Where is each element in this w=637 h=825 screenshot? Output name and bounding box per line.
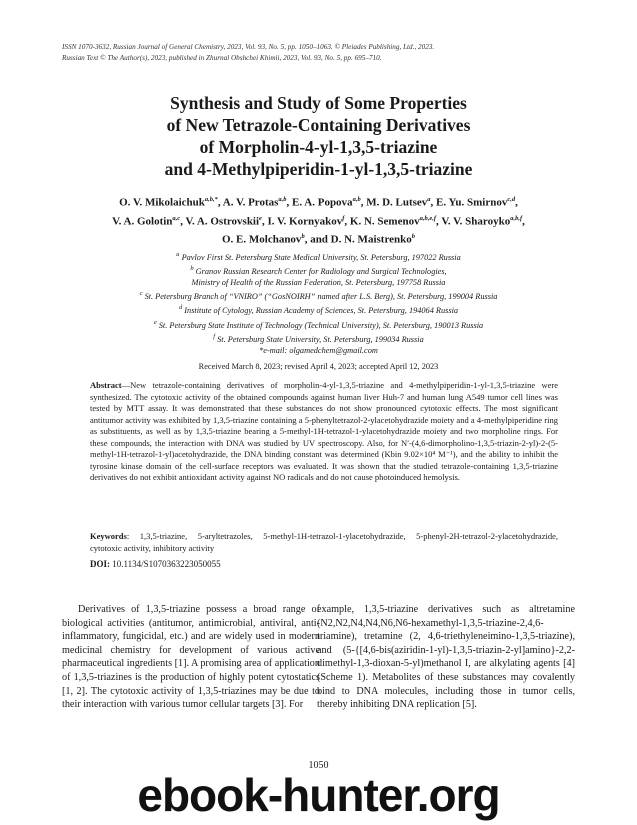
body-column-right: example, 1,3,5-triazine derivatives such as altretamine (N2,N2,N4,N4,N6,N6-hexamethyl-1,3,5-triazine-2,4,6-triamine), tretamine (2, 4,6-triethyleneimino-1,3,5-triazine), and (5-{[4,6-bis(aziridin-1-yl)-1,3,5-triazin-2-yl]amino}-2,2-dimethyl-1,3-dioxan-5-yl)methanol I, are alkylating agents [4] (Scheme 1). Metabolites of these substances may covalently bind to DNA molecules, including those in tumor cells, thereby inhibiting DNA replication [5].: [317, 604, 575, 711]
abstract-text: —New tetrazole-containing derivatives of morpholin-4-yl-1,3,5-triazine and 4-methylpiperidin-1-yl-1,3,5-triazine were synthesized. The cytotoxic activity of the obtained compounds against human liver Huh-7 and human lung A549 tumor cell lines was tested by MTT assay. It was demonstrated that these substances do not show pronounced cytotoxic effects. The most significant antitumor activity was exhibited by 1,3,5-triazine containing a 5-phenyltetrazol-2-ylacetohydrazide moiety and a 4-methylpiperidine ring as substituents, as well as by 1,3,5-triazine bearing a 5-methyl-1H-tetrazol-1-ylacetohydrazide moiety and two morpholine rings. For these compounds, the interaction with DNA was studied by UV spectroscopy. Also, for N′-(4,6-dimorpholino-1,3,5-triazin-2-yl)-2-(5-methyl-1H-tetrazol-1-yl)acetohydrazide, the DNA binding constant was determined (Kbin 9.02×10⁴ M⁻¹), and the ability to inhibit the tyrosine kinase domain of the cell-surface receptors was evaluated. It was shown that the studied tetrazole-containing 1,3,5-triazine derivatives do not exhibit antioxidant activity against NO radicals and do not cause photoinduced hemolysis.: [90, 380, 558, 482]
journal-header-line-2: Russian Text © The Author(s), 2023, published in Zhurnal Obshchei Khimii, 2023, Vol. 93, No. 5, pp. 695–710.: [62, 54, 382, 62]
author-list: O. V. Mikolaichuk$^{a,b,*}$, A. V. Protas$^{a,b}$, E. A. Popova$^{a,b}$, M. D. Lutsev$^a$, E. Yu. Smirnov$^{c,d}$, V. A. Golotin$^{a,c}$, V. A. Ostrovskii$^e$, I. V. Kornyakov$^f$, K. N. Semenov$^{a,b,e,f}$, V. V. Sharoyko$^{a,b,f}$, O. E. Molchanov$^b$, and D. N. Maistrenko$^b$: [112, 196, 525, 246]
affiliation-e: $^e$ St. Petersburg State Institute of Technology (Technical University), St. Petersburg, 190013 Russia: [153, 318, 484, 330]
received-dates: Received March 8, 2023; revised April 4, 2023; accepted April 12, 2023: [198, 362, 439, 371]
abstract: [90, 380, 558, 484]
keywords-text: : 1,3,5-triazine, 5-aryltetrazoles, 5-methyl-1H-tetrazol-1-ylacetohydrazide, 5-phenyl-2H-tetrazol-2-ylacetohydrazide, cytotoxic activity, inhibitory activity: [90, 531, 558, 553]
doi-label: DOI:: [90, 559, 110, 569]
affiliation-b: $^b$ Granov Russian Research Center for Radiology and Surgical Technologies,: [190, 265, 447, 276]
title-line-3: of Morpholin-4-yl-1,3,5-triazine: [199, 137, 438, 157]
watermark: ebook-hunter.org: [137, 769, 500, 821]
affiliation-d: $^d$ Institute of Cytology, Russian Academy of Sciences, St. Petersburg, 194064 Russia: [178, 304, 459, 316]
contact-email: *e-mail: olgamedchem@gmail.com: [259, 345, 378, 355]
affiliations: [40, 249, 597, 356]
keywords-label: Keywords: [90, 531, 127, 541]
affiliation-f: $^f$ St. Petersburg State University, St. Petersburg, 199034 Russia: [213, 332, 424, 344]
title-line-4: and 4-Methylpiperidin-1-yl-1,3,5-triazine: [164, 159, 473, 179]
title-line-1: Synthesis and Study of Some Properties: [170, 93, 467, 113]
journal-header-line-1: ISSN 1070-3632, Russian Journal of General Chemistry, 2023, Vol. 93, No. 5, pp. 1050–1063. © Pleiades Publishing, Ltd., 2023.: [62, 43, 435, 51]
doi: [90, 559, 221, 569]
title-line-2: of New Tetrazole-Containing Derivatives: [166, 115, 471, 135]
keywords: [90, 531, 558, 554]
page-number: 1050: [308, 760, 329, 771]
affiliation-a: $^a$ Pavlov First St. Petersburg State Medical University, St. Petersburg, 197022 Russia: [176, 251, 461, 262]
abstract-label: Abstract: [90, 380, 122, 390]
doi-link[interactable]: 10.1134/S1070363223050055: [112, 559, 221, 569]
body-column-left: Derivatives of 1,3,5-triazine possess a broad range of biological activities (antitumor, antimicrobial, antiviral, anti-inflammatory, fungicidal, etc.) and are widely used in modern medicinal chemistry for development of various active pharmaceutical ingredients [1]. A promising area of application of 1,3,5-triazines is the production of highly potent cytostatics [1, 2]. The cytotoxic activity of 1,3,5-triazines may be due to their interaction with various tumor cellular targets [3]. For: [62, 604, 320, 711]
article-title: [0, 92, 637, 180]
affiliation-b-cont: Ministry of Health of the Russian Federation, St. Petersburg, 197758 Russia: [191, 278, 446, 288]
affiliation-c: $^c$ St. Petersburg Branch of “VNIRO” (“GosNOIRH” named after L.S. Berg), St. Petersburg, 199004 Russia: [139, 290, 498, 302]
